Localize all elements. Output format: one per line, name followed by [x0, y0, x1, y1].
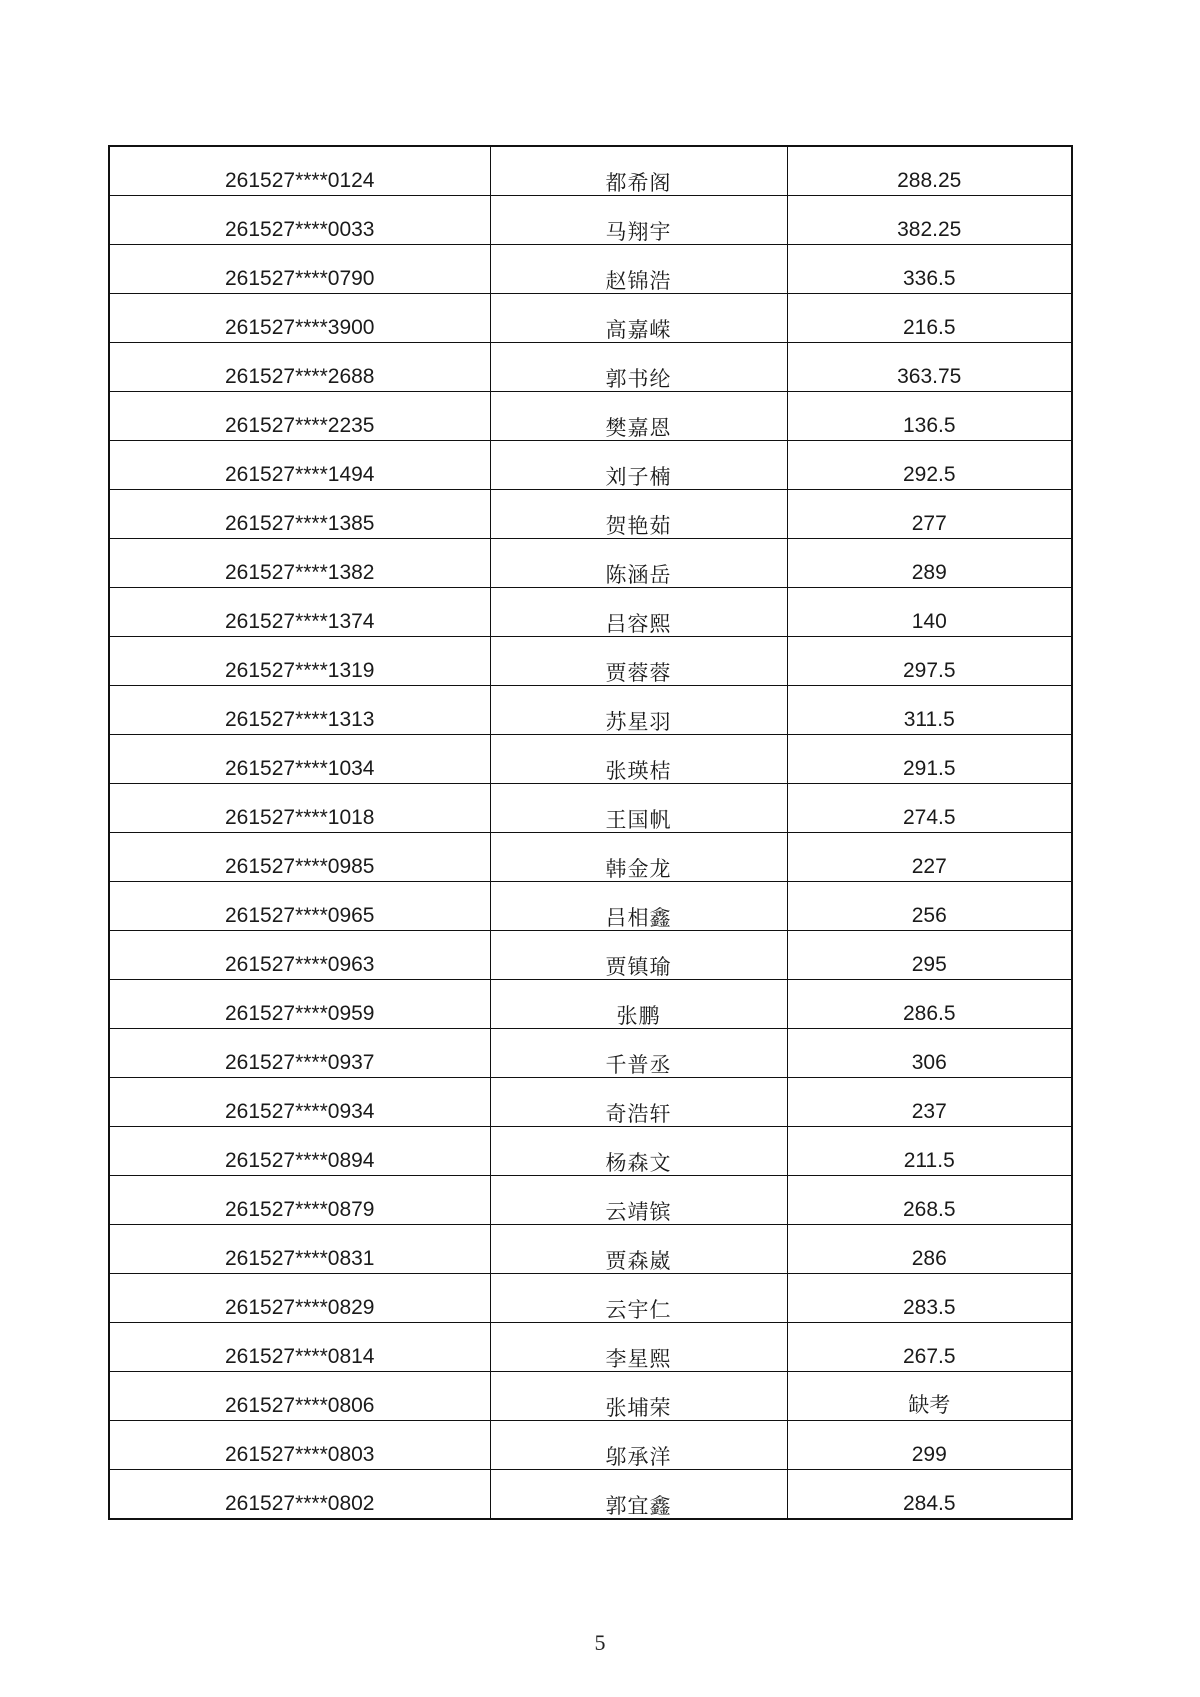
score-cell: [787, 931, 1072, 980]
id-cell-text: 261527****0033: [225, 218, 375, 241]
id-cell-text: 261527****2688: [225, 365, 375, 388]
score-cell-text: 237: [911, 1100, 947, 1123]
score-cell: [787, 490, 1072, 539]
id-cell: [109, 588, 490, 637]
name-cell-text: 张鹏: [616, 1004, 661, 1028]
name-cell-text: 韩金龙: [605, 857, 672, 881]
score-cell: [787, 146, 1072, 196]
id-cell: [109, 1372, 490, 1421]
id-cell: [109, 833, 490, 882]
name-cell-text: 樊嘉恩: [605, 416, 672, 440]
id-cell-text: 261527****0802: [225, 1492, 375, 1515]
score-cell-text: 286.5: [902, 1002, 956, 1025]
table-row: [109, 490, 1072, 539]
name-cell-text: 高嘉嵘: [605, 318, 672, 342]
table-row: [109, 1470, 1072, 1520]
name-cell-text: 王国帆: [605, 808, 672, 832]
score-cell: [787, 784, 1072, 833]
name-cell-text: 都希阁: [605, 171, 672, 195]
table-row: [109, 1225, 1072, 1274]
id-cell-text: 261527****0937: [225, 1051, 375, 1074]
name-cell-text: 吕容熙: [605, 612, 672, 636]
name-cell: [490, 1078, 787, 1127]
id-cell-text: 261527****0894: [225, 1149, 375, 1172]
score-table-body: [109, 146, 1072, 1519]
name-cell: [490, 1127, 787, 1176]
name-cell-text: 赵锦浩: [605, 269, 672, 293]
id-cell: [109, 637, 490, 686]
name-cell-text: 张埔荣: [605, 1396, 672, 1420]
id-cell-text: 261527****1374: [225, 610, 375, 633]
id-cell-text: 261527****1319: [225, 659, 375, 682]
name-cell: [490, 1176, 787, 1225]
score-cell-text: 297.5: [902, 659, 956, 682]
name-cell-text: 千普丞: [605, 1053, 672, 1077]
name-cell-text: 云靖镔: [605, 1200, 672, 1224]
score-cell-text: 277: [911, 512, 947, 535]
name-cell-text: 张瑛桔: [605, 759, 672, 783]
id-cell-text: 261527****2235: [225, 414, 375, 437]
name-cell: [490, 588, 787, 637]
score-cell-text: 292.5: [902, 463, 956, 486]
table-row: [109, 1127, 1072, 1176]
id-cell: [109, 784, 490, 833]
table-row: [109, 637, 1072, 686]
score-cell-text: 284.5: [902, 1492, 956, 1515]
name-cell: [490, 735, 787, 784]
name-cell-text: 郭宜鑫: [605, 1494, 672, 1518]
score-cell: [787, 1470, 1072, 1520]
table-row: [109, 735, 1072, 784]
name-cell-text: 刘子楠: [605, 465, 672, 489]
id-cell: [109, 1176, 490, 1225]
score-cell: [787, 735, 1072, 784]
id-cell: [109, 1127, 490, 1176]
score-cell: [787, 1078, 1072, 1127]
name-cell-text: 陈涵岳: [605, 563, 672, 587]
name-cell: [490, 833, 787, 882]
name-cell: [490, 490, 787, 539]
score-cell-text: 216.5: [902, 316, 956, 339]
score-cell-text: 268.5: [902, 1198, 956, 1221]
score-cell: [787, 392, 1072, 441]
score-cell: [787, 1274, 1072, 1323]
id-cell: [109, 490, 490, 539]
name-cell: [490, 146, 787, 196]
table-row: [109, 539, 1072, 588]
id-cell: [109, 294, 490, 343]
name-cell-text: 奇浩轩: [605, 1102, 672, 1126]
id-cell-text: 261527****1313: [225, 708, 375, 731]
name-cell: [490, 1470, 787, 1520]
name-cell-text: 马翔宇: [605, 220, 672, 244]
table-row: [109, 1176, 1072, 1225]
id-cell: [109, 245, 490, 294]
id-cell-text: 261527****0829: [225, 1296, 375, 1319]
name-cell: [490, 1274, 787, 1323]
id-cell: [109, 1274, 490, 1323]
id-cell: [109, 1323, 490, 1372]
table-row: [109, 196, 1072, 245]
table-row: [109, 343, 1072, 392]
score-cell: [787, 196, 1072, 245]
table-row: [109, 833, 1072, 882]
name-cell: [490, 245, 787, 294]
id-cell-text: 261527****0934: [225, 1100, 375, 1123]
id-cell-text: 261527****0831: [225, 1247, 375, 1270]
table-row: [109, 294, 1072, 343]
name-cell-text: 贾蓉蓉: [605, 661, 672, 685]
name-cell-text: 苏星羽: [605, 710, 672, 734]
name-cell: [490, 1323, 787, 1372]
name-cell: [490, 637, 787, 686]
score-cell-text: 299: [911, 1443, 947, 1466]
table-row: [109, 882, 1072, 931]
score-cell: [787, 245, 1072, 294]
id-cell: [109, 882, 490, 931]
name-cell: [490, 441, 787, 490]
table-row: [109, 931, 1072, 980]
name-cell-text: 贾森崴: [605, 1249, 672, 1273]
table-row: [109, 1078, 1072, 1127]
id-cell-text: 261527****1494: [225, 463, 375, 486]
id-cell-text: 261527****0959: [225, 1002, 375, 1025]
score-cell: [787, 1176, 1072, 1225]
id-cell-text: 261527****0790: [225, 267, 375, 290]
table-row: [109, 588, 1072, 637]
name-cell: [490, 980, 787, 1029]
id-cell-text: 261527****0124: [225, 169, 375, 192]
score-cell: [787, 882, 1072, 931]
score-cell: [787, 441, 1072, 490]
score-cell: [787, 686, 1072, 735]
name-cell: [490, 1421, 787, 1470]
name-cell: [490, 539, 787, 588]
name-cell-text: 云宇仁: [605, 1298, 672, 1322]
table-row: [109, 1029, 1072, 1078]
id-cell-text: 261527****0806: [225, 1394, 375, 1417]
id-cell: [109, 343, 490, 392]
score-cell-text: 286: [911, 1247, 947, 1270]
id-cell: [109, 392, 490, 441]
id-cell: [109, 196, 490, 245]
score-cell: [787, 294, 1072, 343]
score-cell-text: 283.5: [902, 1296, 956, 1319]
score-cell: [787, 1029, 1072, 1078]
name-cell: [490, 343, 787, 392]
name-cell: [490, 1372, 787, 1421]
table-row: [109, 1372, 1072, 1421]
score-cell-text: 227: [911, 855, 947, 878]
score-cell: [787, 1225, 1072, 1274]
id-cell-text: 261527****1034: [225, 757, 375, 780]
table-row: [109, 686, 1072, 735]
score-cell: [787, 539, 1072, 588]
id-cell: [109, 1225, 490, 1274]
name-cell-text: 杨森文: [605, 1151, 672, 1175]
score-cell: [787, 1421, 1072, 1470]
score-cell-text: 295: [911, 953, 947, 976]
id-cell-text: 261527****3900: [225, 316, 375, 339]
name-cell: [490, 931, 787, 980]
name-cell-text: 郭书纶: [605, 367, 672, 391]
id-cell-text: 261527****1382: [225, 561, 375, 584]
id-cell: [109, 686, 490, 735]
table-row: [109, 441, 1072, 490]
id-cell: [109, 931, 490, 980]
score-table: [108, 145, 1073, 1520]
score-cell-text: 382.25: [897, 218, 962, 241]
name-cell-text: 邬承洋: [605, 1445, 672, 1469]
score-cell: [787, 343, 1072, 392]
name-cell-text: 贺艳茹: [605, 514, 672, 538]
name-cell: [490, 882, 787, 931]
id-cell: [109, 441, 490, 490]
score-cell-text: 缺考: [908, 1394, 951, 1417]
score-cell: [787, 588, 1072, 637]
score-cell-text: 274.5: [902, 806, 956, 829]
name-cell-text: 吕相鑫: [605, 906, 672, 930]
table-row: [109, 146, 1072, 196]
id-cell-text: 261527****1385: [225, 512, 375, 535]
id-cell: [109, 1078, 490, 1127]
id-cell: [109, 1029, 490, 1078]
score-cell-text: 140: [911, 610, 947, 633]
id-cell: [109, 539, 490, 588]
score-cell-text: 291.5: [902, 757, 956, 780]
score-cell-text: 267.5: [902, 1345, 956, 1368]
id-cell-text: 261527****0965: [225, 904, 375, 927]
score-cell-text: 336.5: [902, 267, 956, 290]
score-cell: [787, 833, 1072, 882]
score-cell: [787, 1372, 1072, 1421]
id-cell-text: 261527****0963: [225, 953, 375, 976]
score-cell-text: 288.25: [897, 169, 962, 192]
id-cell-text: 261527****0814: [225, 1345, 375, 1368]
id-cell: [109, 1421, 490, 1470]
score-cell: [787, 980, 1072, 1029]
score-cell-text: 256: [911, 904, 947, 927]
table-row: [109, 1323, 1072, 1372]
id-cell-text: 261527****1018: [225, 806, 375, 829]
score-cell: [787, 637, 1072, 686]
id-cell: [109, 735, 490, 784]
name-cell-text: 李星熙: [605, 1347, 672, 1371]
name-cell: [490, 294, 787, 343]
name-cell: [490, 686, 787, 735]
score-cell: [787, 1127, 1072, 1176]
score-cell-text: 363.75: [897, 365, 962, 388]
score-cell-text: 311.5: [903, 708, 955, 731]
id-cell: [109, 1470, 490, 1520]
table-row: [109, 392, 1072, 441]
id-cell-text: 261527****0985: [225, 855, 375, 878]
id-cell: [109, 980, 490, 1029]
id-cell-text: 261527****0803: [225, 1443, 375, 1466]
name-cell: [490, 1029, 787, 1078]
id-cell-text: 261527****0879: [225, 1198, 375, 1221]
page-number: 5: [594, 1630, 606, 1655]
name-cell: [490, 196, 787, 245]
name-cell: [490, 1225, 787, 1274]
table-row: [109, 1421, 1072, 1470]
name-cell: [490, 392, 787, 441]
table-row: [109, 245, 1072, 294]
score-cell-text: 136.5: [902, 414, 956, 437]
id-cell: [109, 146, 490, 196]
score-cell-text: 289: [911, 561, 947, 584]
name-cell: [490, 784, 787, 833]
score-cell: [787, 1323, 1072, 1372]
table-row: [109, 784, 1072, 833]
name-cell-text: 贾镇瑜: [605, 955, 672, 979]
score-cell-text: 211.5: [903, 1149, 955, 1172]
score-cell-text: 306: [911, 1051, 947, 1074]
table-row: [109, 1274, 1072, 1323]
table-row: [109, 980, 1072, 1029]
